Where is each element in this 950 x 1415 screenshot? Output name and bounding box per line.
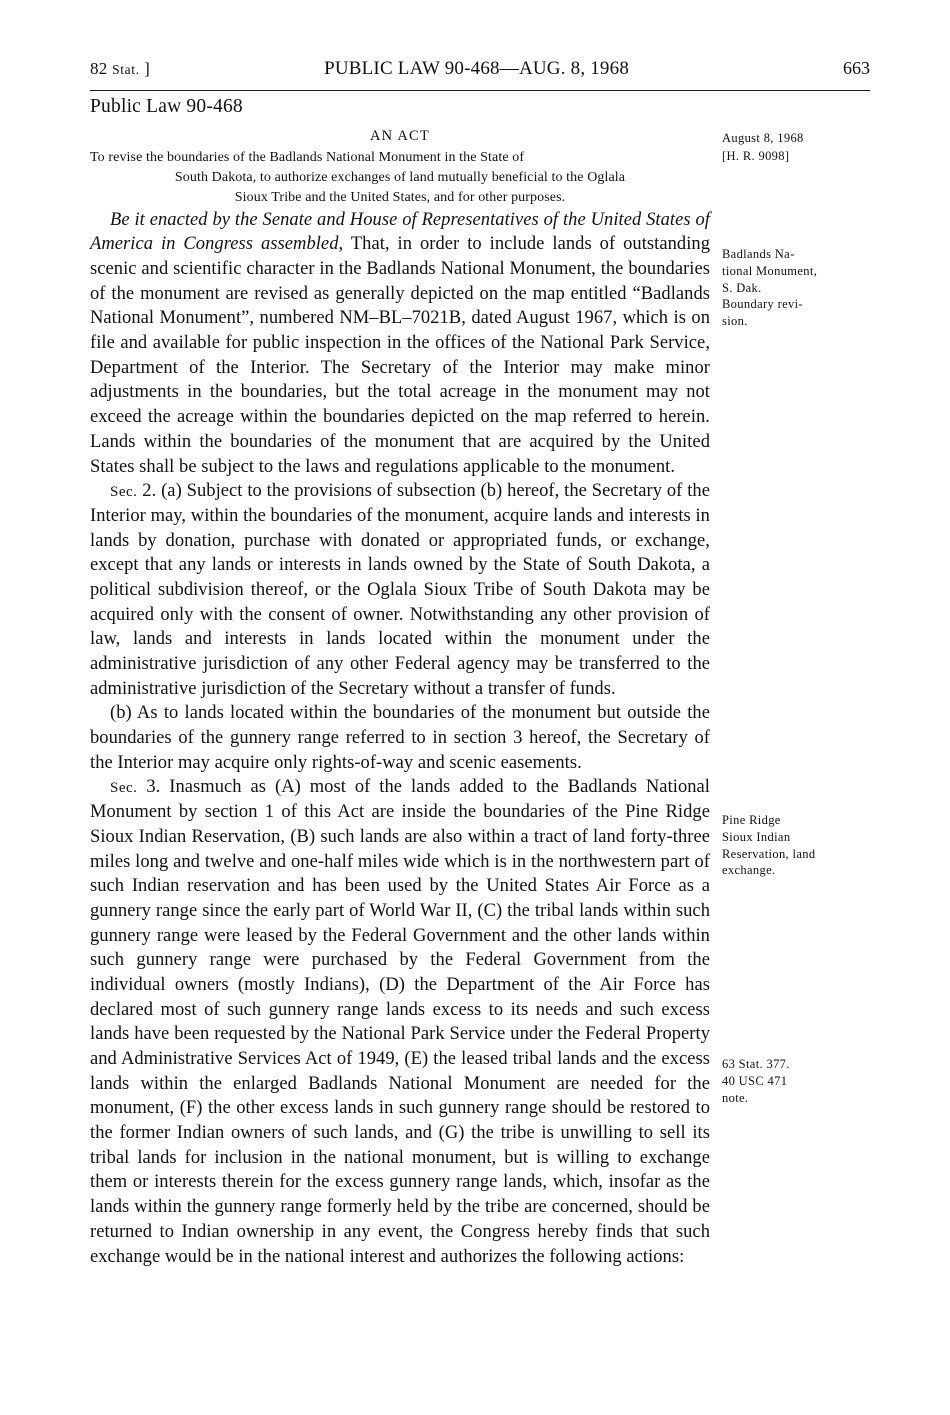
margin-note-badlands-line-3: S. Dak. — [722, 280, 762, 295]
running-head-title: PUBLIC LAW 90-468—AUG. 8, 1968 — [324, 58, 630, 79]
section-3-label: Sec. — [110, 780, 138, 797]
act-description-line-1: To revise the boundaries of the Badlands National Monument in the State of — [90, 150, 525, 165]
enacting-clause-rest: That, in order to include lands of outstanding scenic and scientific character in the Badlands National Monument, the boundaries of the monument are revised as generally depicted on the map entitled “Badlands National Monument”, numbered NM–BL–7021B, dated August 1967, which is on file and available for public inspection in the offices of the National Park Service, Department of the Interior. The Secretary of the Interior may make minor adjustments in the boundaries, but the total acreage in the monument may not exceed the acreage within the boundaries depicted on the map referred to herein. Lands within the boundaries of the monument that are acquired by the United States shall be subject to the laws and regulations applicable to the monument. — [90, 234, 710, 477]
section-2-label: Sec. — [110, 484, 138, 501]
running-head-left — [90, 59, 150, 79]
margin-note-badlands-line-2: tional Monument, — [722, 263, 818, 278]
section-3-text: 3. Inasmuch as (A) most of the lands added to the Badlands National Monument by section 1 of this Act are inside the boundaries of the Pine Ridge Sioux Indian Reservation, (B) such lands are also within a tract of land forty-three miles long and twelve and one-half miles wide which is in the northwestern part of such Indian reservation and has been used by the United States Air Force as a gunnery range since the early part of World War II, (C) the tribal lands within such gunnery range were leased by the Federal Government and the other lands within such gunnery range were purchased by the Federal Government from the individual owners (mostly Indians), (D) the Department of the Air Force has declared most of such gunnery range lands excess to its needs and such excess lands have been requested by the National Park Service under the Federal Property and Administrative Services Act of 1949, (E) the leased tribal lands and the excess lands within the enlarged Badlands National Monument are needed for the monument, (F) the other excess lands in such gunnery range should be restored to the former Indian owners of such lands, and (G) the tribe is unwilling to sell its tribal lands for inclusion in the national monument, but is willing to exchange them or interests therein for the excess gunnery range lands, which, insofar as the lands within the gunnery range formerly held by the tribe are concerned, should be returned to Indian ownership in any event, the Congress hereby finds that such exchange would be in the national interest and authorizes the following actions: — [90, 777, 710, 1267]
margin-note-pine-ridge-line-3: Reservation, land — [722, 846, 816, 861]
stat-label: Stat. — [112, 62, 140, 77]
margin-note-pine-ridge-line-2: Sioux Indian — [722, 829, 791, 844]
public-law-title: Public Law 90-468 — [90, 96, 243, 117]
margin-note-pine-ridge — [722, 812, 872, 879]
margin-note-pine-ridge-line-4: exchange. — [722, 863, 776, 878]
margin-note-badlands-line-1: Badlands Na- — [722, 247, 795, 261]
margin-note-badlands-line-4: Boundary revi- — [722, 297, 803, 312]
margin-note-badlands — [722, 246, 872, 330]
margin-note-citation-line-1: 63 Stat. 377. — [722, 1057, 790, 1071]
running-head — [90, 58, 870, 91]
enacting-clause-italic: Be it enacted by the Senate and House of Representatives of the United States of America in Congress assembled, — [90, 209, 710, 255]
an-act-heading: AN ACT — [370, 128, 430, 144]
margin-note-date: August 8, 1968 — [722, 131, 804, 145]
margin-note-pine-ridge-line-1: Pine Ridge — [722, 813, 781, 827]
margin-note-citation-line-3: note. — [722, 1090, 749, 1105]
enacting-clause-paragraph — [90, 208, 710, 480]
section-2b-paragraph: (b) As to lands located within the boundaries of the monument but outside the boundaries of the gunnery range referred to in section 3 hereof, the Secretary of the Interior may acquire only rights-of-way and scenic easements. — [90, 703, 710, 773]
bracket: ] — [144, 59, 151, 78]
page-number: 663 — [842, 58, 870, 78]
margin-note-bill-number: [H. R. 9098] — [722, 149, 790, 163]
act-description — [90, 148, 710, 208]
margin-note-badlands-line-5: sion. — [722, 314, 748, 328]
volume-number: 82 — [90, 59, 108, 78]
main-text-column — [90, 96, 710, 1269]
act-description-line-2: South Dakota, to authorize exchanges of land mutually beneficial to the Oglala — [174, 169, 626, 185]
section-2a-text: 2. (a) Subject to the provisions of subsection (b) hereof, the Secretary of the Interior may, within the boundaries of the monument, acquire lands and interests in lands by donation, purchase with donated or appropriated funds, or exchange, except that any lands or interests in lands owned by the State of South Dakota, a political subdivision thereof, or the Oglala Sioux Tribe of South Dakota may be acquired only with the consent of owner. Notwithstanding any other provision of law, lands and interests in lands located within the monument under the administrative jurisdiction of any other Federal agency may be transferred to the administrative jurisdiction of the Secretary without a transfer of funds. — [90, 481, 710, 699]
margin-note-citation — [722, 1056, 872, 1106]
margin-note-citation-line-2: 40 USC 471 — [722, 1073, 788, 1088]
act-description-line-3: Sioux Tribe and the United States, and for other purposes. — [234, 189, 566, 205]
section-3-paragraph — [90, 775, 710, 1269]
section-2a-paragraph — [90, 479, 710, 701]
